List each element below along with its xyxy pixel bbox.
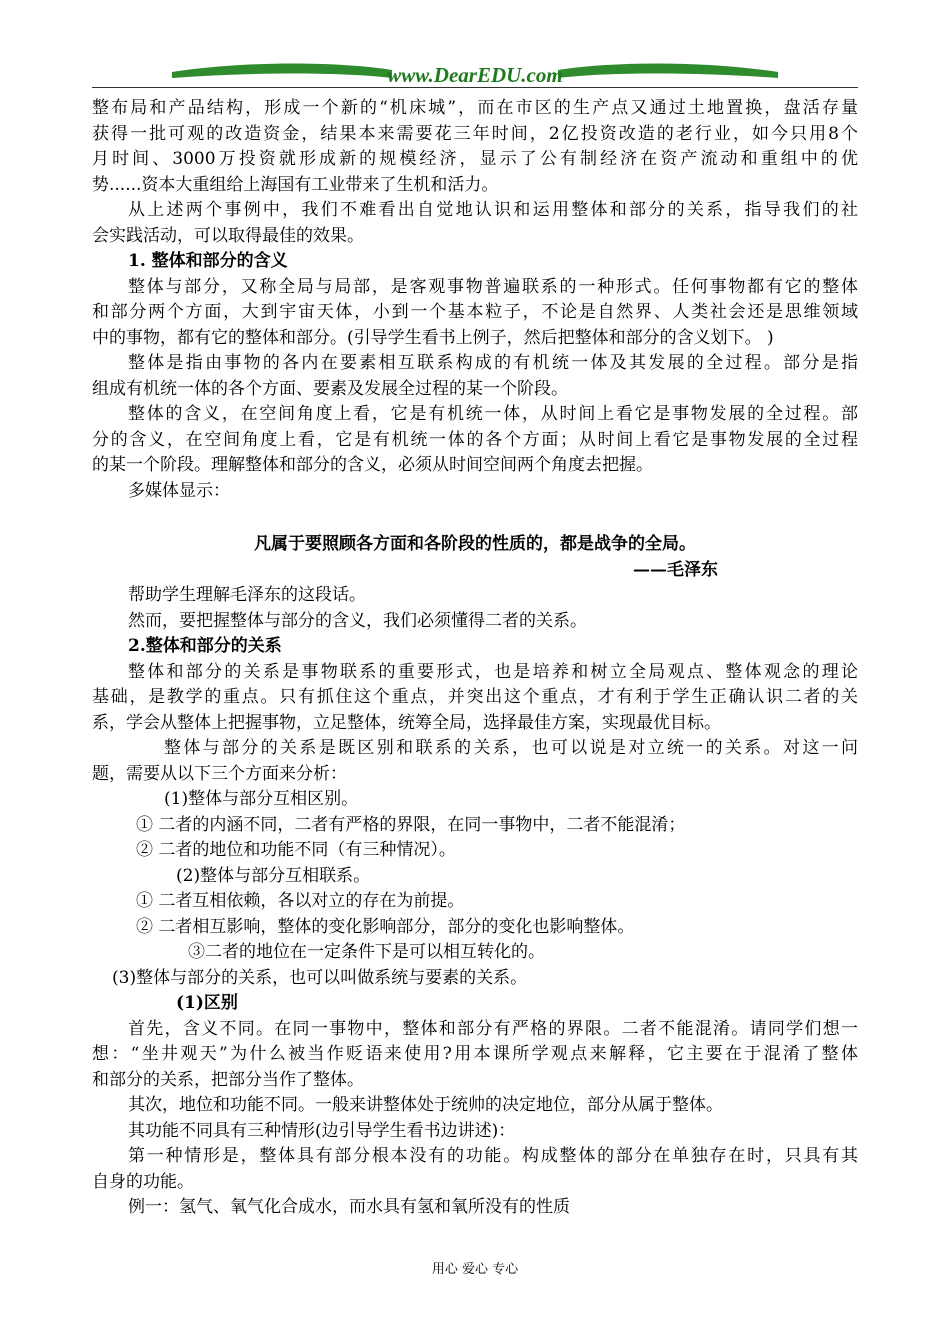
text-line: 首先，含义不同。在同一事物中，整体和部分有严格的界限。二者不能混淆。请同学们想一	[128, 1018, 858, 1039]
text-line: 整体和部分的关系是事物联系的重要形式，也是培养和树立全局观点、整体观念的理论	[128, 661, 858, 682]
list-item: (1)整体与部分互相区别。	[164, 789, 359, 809]
quote-text: 凡属于要照顾各方面和各阶段的性质的，都是战争的全局。	[254, 534, 696, 554]
text-line: 的某一个阶段。理解整体和部分的含义，必须从时间空间两个角度去把握。	[92, 455, 653, 475]
text-line: 整体与部分的关系是既区别和联系的关系，也可以说是对立统一的关系。对这一问	[164, 738, 858, 758]
section-heading: 1. 整体和部分的含义	[128, 251, 288, 271]
text-line: 获得一批可观的改造资金，结果本来需要花三年时间，2亿投资改造的老行业，如今只用8个	[92, 123, 858, 144]
text-line: 其次，地位和功能不同。一般来讲整体处于统帅的决定地位，部分从属于整体。	[128, 1095, 723, 1115]
list-item: ③二者的地位在一定条件下是可以相互转化的。	[188, 942, 545, 962]
text-line: 中的事物，都有它的整体和部分。(引导学生看书上例子，然后把整体和部分的含义划下。 )	[92, 327, 774, 348]
list-item: ① 二者互相依赖，各以对立的存在为前提。	[136, 891, 465, 911]
subsection-heading: (1)区别	[176, 993, 238, 1013]
text-line: 月时间、3000万投资就形成新的规模经济，显示了公有制经济在资产流动和重组中的优	[92, 149, 858, 169]
list-item: ① 二者的内涵不同，二者有严格的界限，在同一事物中，二者不能混淆；	[136, 814, 686, 835]
quote-author: ——毛泽东	[633, 559, 718, 580]
text-line: 整体是指由事物的各内在要素相互联系构成的有机统一体及其发展的全过程。部分是指	[128, 353, 858, 373]
text-line: 系，学会从整体上把握事物，立足整体，统筹全局，选择最佳方案，实现最优目标。	[92, 712, 721, 733]
text-line: 帮助学生理解毛泽东的这段话。	[128, 585, 366, 605]
list-item: (3)整体与部分的关系，也可以叫做系统与要素的关系。	[112, 967, 528, 988]
left-swoosh-icon	[172, 64, 392, 79]
text-line: 其功能不同具有三种情形(边引导学生看书边讲述)：	[128, 1120, 516, 1141]
document-body	[92, 96, 858, 1221]
site-url: www.DearEDU.com	[387, 63, 563, 87]
text-line: 势......资本大重组给上海国有工业带来了生机和活力。	[92, 174, 499, 195]
section-heading: 2.整体和部分的关系	[128, 636, 282, 656]
text-line: 整体与部分，又称全局与局部，是客观事物普遍联系的一种形式。任何事物都有它的整体	[128, 276, 858, 297]
list-item: (2)整体与部分互相联系。	[176, 865, 371, 886]
site-header	[92, 58, 858, 90]
text-line: 从上述两个事例中，我们不难看出自觉地认识和运用整体和部分的关系，指导我们的社	[128, 200, 858, 220]
text-line: 自身的功能。	[92, 1171, 194, 1192]
text-line: 组成有机统一体的各个方面、要素及发展全过程的某一个阶段。	[92, 378, 568, 399]
text-line: 例一：氢气、氧气化合成水，而水具有氢和氧所没有的性质	[128, 1197, 570, 1217]
text-line: 基础，是教学的重点。只有抓住这个重点，并突出这个重点，才有利于学生正确认识二者的关	[92, 687, 858, 707]
text-line: 然而，要把握整体与部分的含义，我们必须懂得二者的关系。	[128, 610, 587, 631]
text-line: 题，需要从以下三个方面来分析：	[92, 763, 347, 784]
text-line: 分的含义，在空间角度上看，它是有机统一体的各个方面；从时间上看它是事物发展的全过程	[92, 429, 858, 450]
text-line: 和部分两个方面，大到宇宙天体，小到一个基本粒子，不论是自然界、人类社会还是思维领域	[92, 302, 858, 322]
text-line: 整布局和产品结构，形成一个新的“机床城”，而在市区的生产点又通过土地置换，盘活存量	[92, 98, 858, 118]
right-swoosh-icon	[558, 64, 778, 79]
spacer	[92, 504, 858, 532]
header-banner	[92, 58, 858, 90]
page-footer: 用心 爱心 专心	[431, 1262, 519, 1277]
header-rule	[92, 87, 858, 88]
text-line: 多媒体显示：	[128, 480, 230, 501]
text-line: 整体的含义，在空间角度上看，它是有机统一体，从时间上看它是事物发展的全过程。部	[128, 404, 858, 424]
text-line: 想：“坐井观天”为什么被当作贬语来使用?用本课所学观点来解释，它主要在于混淆了整体	[92, 1044, 858, 1064]
text-line: 第一种情形是，整体具有部分根本没有的功能。构成整体的部分在单独存在时，只具有其	[128, 1146, 858, 1166]
list-item: ② 二者的地位和功能不同（有三种情况）。	[136, 840, 456, 860]
text-line: 和部分的关系，把部分当作了整体。	[92, 1069, 364, 1090]
text-line: 会实践活动，可以取得最佳的效果。	[92, 225, 364, 246]
list-item: ② 二者相互影响，整体的变化影响部分，部分的变化也影响整体。	[136, 916, 635, 937]
